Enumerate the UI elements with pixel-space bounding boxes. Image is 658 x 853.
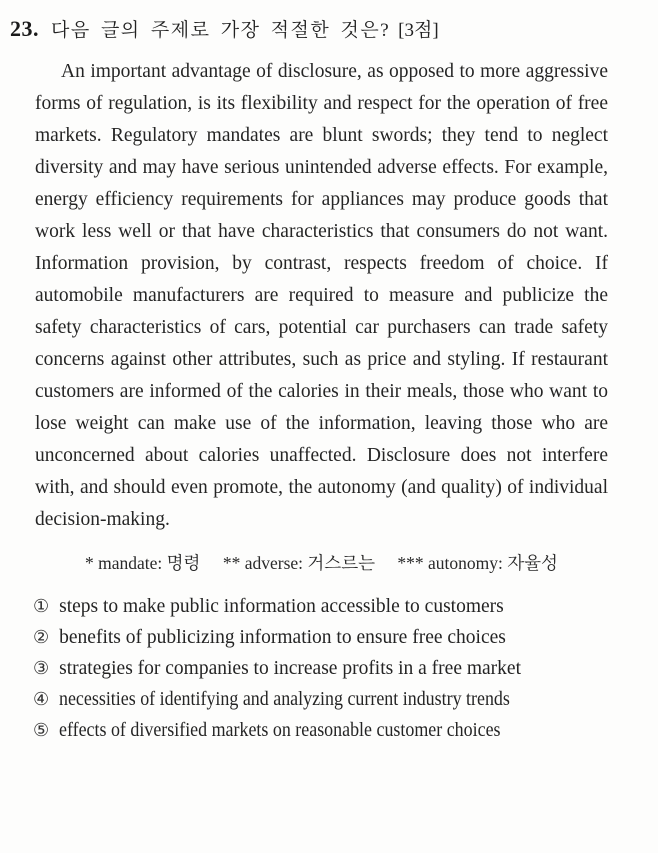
answer-options [33, 591, 638, 746]
question-prompt: 다음 글의 주제로 가장 적절한 것은? [51, 20, 391, 41]
answer-option-5[interactable] [33, 715, 638, 746]
passage-text: An important advantage of disclosure, as opposed to more aggressive forms of regulation, is its flexibility and respect for the operation of free markets. Regulatory mandates are blunt swords; they tend to neglect diversity and may have serious unintended adverse effects. For example, energy efficiency requirements for appliances may produce goods that work less well or that have characteristics that consumers do not want. Information provision, by contrast, respects freedom of choice. If automobile manufacturers are required to measure and publicize the safety characteristics of cars, potential car purchasers can trade safety concerns against other attributes, such as price and styling. If restaurant customers are informed of the calories in their meals, those who want to lose weight can make use of the information, leaving those who are unconcerned about calories unaffected. Disclosure does not interfere with, and should even promote, the autonomy (and quality) of individual decision-making. [35, 61, 608, 530]
option-3-circled-number: ③ [33, 658, 50, 679]
option-5-circled-number: ⑤ [33, 720, 50, 741]
answer-option-4[interactable] [33, 684, 638, 715]
option-3-text: strategies for companies to increase profits in a free market [59, 658, 521, 679]
option-1-text: steps to make public information accessible to customers [59, 596, 504, 617]
option-2-text: benefits of publicizing information to ensure free choices [59, 627, 506, 648]
footnote-adverse: ** adverse: 거스르는 [222, 553, 376, 573]
footnote-mandate: * mandate: 명령 [85, 553, 201, 573]
footnote-autonomy: *** autonomy: 자율성 [397, 553, 558, 573]
option-4-circled-number: ④ [33, 689, 50, 710]
option-2-circled-number: ② [33, 627, 50, 648]
question-points: [3점] [398, 20, 439, 41]
question-number: 23. [10, 16, 39, 41]
option-1-circled-number: ① [33, 596, 50, 617]
answer-option-3[interactable] [33, 653, 638, 684]
vocabulary-footnote [35, 550, 608, 575]
answer-option-2[interactable] [33, 622, 638, 653]
option-5-text: effects of diversified markets on reasonable customer choices [59, 720, 501, 741]
option-4-text: necessities of identifying and analyzing current industry trends [59, 689, 511, 710]
answer-option-1[interactable] [33, 591, 638, 622]
question-header [0, 0, 658, 42]
